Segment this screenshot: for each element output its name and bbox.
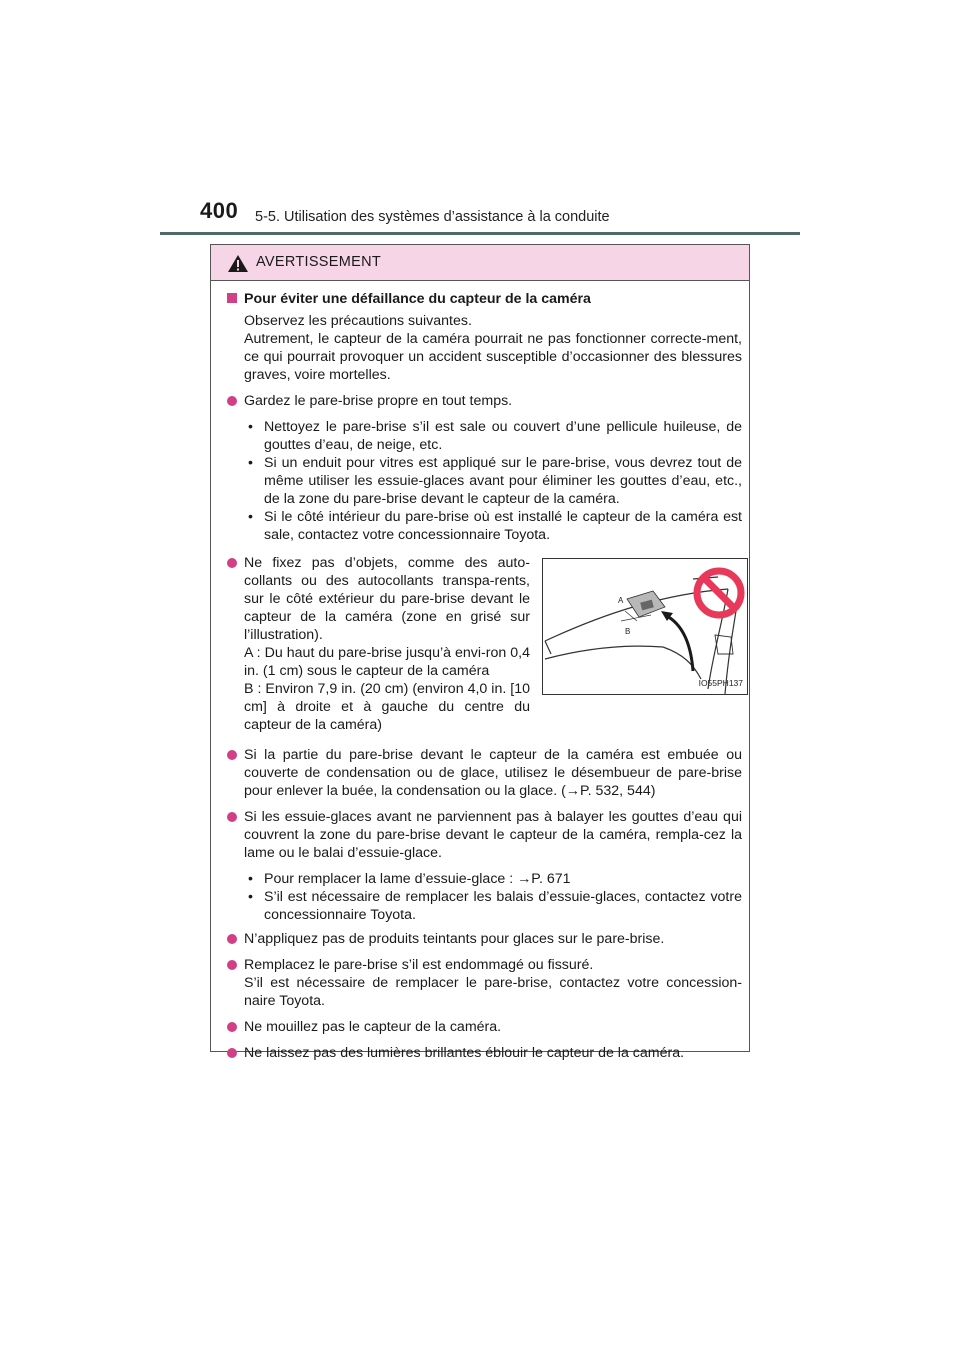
warning-box bbox=[210, 244, 750, 1061]
bullet-dot-icon bbox=[227, 960, 237, 970]
sub-list-item: • Si un enduit pour vitres est appliqué sur le pare-brise, vous devrez tout de même utiliser les essuie-glaces avant pour éliminer les gouttes d’eau, etc., de la zone du pare-brise devant le capteur de la caméra. bbox=[248, 455, 742, 507]
zone-b-description: B : Environ 7,9 in. (20 cm) (environ 4,0 in. [10 cm] à droite et à gauche du centre du capteur de la caméra) bbox=[244, 681, 530, 733]
bullet-dot-icon bbox=[227, 1048, 237, 1058]
zone-a-description: A : Du haut du pare-brise jusqu’à envi-ron 0,4 in. (1 cm) sous le capteur de la caméra bbox=[244, 645, 530, 679]
figure-code: IO55PH137 bbox=[698, 678, 743, 688]
windshield-illustration bbox=[542, 558, 748, 695]
bullet-dot-icon bbox=[227, 812, 237, 822]
bullet-dot-icon bbox=[227, 750, 237, 760]
sub-list-item: • S’il est nécessaire de remplacer les balais d’essuie-glaces, contactez votre concessionnaire Toyota. bbox=[248, 889, 742, 923]
svg-text:A: A bbox=[618, 596, 624, 605]
warning-heading: Pour éviter une défaillance du capteur de la caméra bbox=[227, 290, 742, 308]
square-bullet-icon bbox=[227, 293, 237, 303]
intro-paragraph: Autrement, le capteur de la caméra pourrait ne pas fonctionner correcte-ment, ce qui pourrait provoquer un accident susceptible d’occasionner des blessures graves, voire mortelles. bbox=[244, 331, 742, 383]
list-item: Ne laissez pas des lumières brillantes éblouir le capteur de la caméra. bbox=[227, 1044, 742, 1062]
bullet-dot-icon bbox=[227, 558, 237, 568]
list-item: N’appliquez pas de produits teintants pour glaces sur le pare-brise. bbox=[227, 930, 742, 948]
intro-line: Observez les précautions suivantes. bbox=[244, 313, 472, 329]
sub-list-item: • Pour remplacer la lame d’essuie-glace : →P. 671 bbox=[248, 871, 571, 887]
warning-label: AVERTISSEMENT bbox=[256, 254, 382, 270]
list-item: Remplacez le pare-brise s’il est endommagé ou fissuré. S’il est nécessaire de remplacer le pare-brise, contactez votre concession-naire Toyota. bbox=[227, 956, 742, 1010]
warning-header bbox=[211, 245, 749, 281]
section-title: 5-5. Utilisation des systèmes d’assistance à la conduite bbox=[255, 209, 610, 225]
sub-list-item: • Si le côté intérieur du pare-brise où est installé le capteur de la caméra est sale, contactez votre concessionnaire Toyota. bbox=[248, 509, 742, 543]
warning-triangle-icon bbox=[227, 254, 249, 273]
list-item: Ne fixez pas d’objets, comme des auto-collants ou des autocollants transpa-rents, sur le côté extérieur du pare-brise devant le capteur de la caméra (zone en grisé sur l’illustration). A : Du haut du pare-brise jusqu’à envi-ron 0,4 in. (1 cm) sous le capteur de la caméra B : Environ 7,9 in. (20 cm) (environ 4,0 in. [10 cm] à droite et à gauche du centre du capteur de la caméra) bbox=[227, 554, 530, 734]
bullet-dot-icon bbox=[227, 934, 237, 944]
bullet-dot-icon bbox=[227, 1022, 237, 1032]
sub-list-item: • Nettoyez le pare-brise s’il est sale ou couvert d’une pellicule huileuse, de gouttes d’eau, de neige, etc. bbox=[248, 419, 742, 453]
list-item: Si les essuie-glaces avant ne parviennent pas à balayer les gouttes d’eau qui couvrent la zone du pare-brise devant le capteur de la caméra, rempla-cez la lame ou le balai d’essuie-glace. bbox=[227, 808, 742, 862]
list-item: Ne mouillez pas le capteur de la caméra. bbox=[227, 1018, 742, 1036]
list-item: Si la partie du pare-brise devant le capteur de la caméra est embuée ou couverte de condensation ou de glace, utilisez le désembueur de pare-brise pour enlever la buée, la condensation ou la glace. (→P. 532, 544) bbox=[227, 746, 742, 800]
warning-content bbox=[227, 290, 742, 1062]
page-number: 400 bbox=[200, 198, 239, 223]
bullet-dot-icon bbox=[227, 396, 237, 406]
header-rule bbox=[160, 232, 800, 235]
list-item: Gardez le pare-brise propre en tout temps. bbox=[227, 392, 742, 410]
figure-row bbox=[227, 554, 742, 742]
svg-text:B: B bbox=[625, 627, 631, 636]
